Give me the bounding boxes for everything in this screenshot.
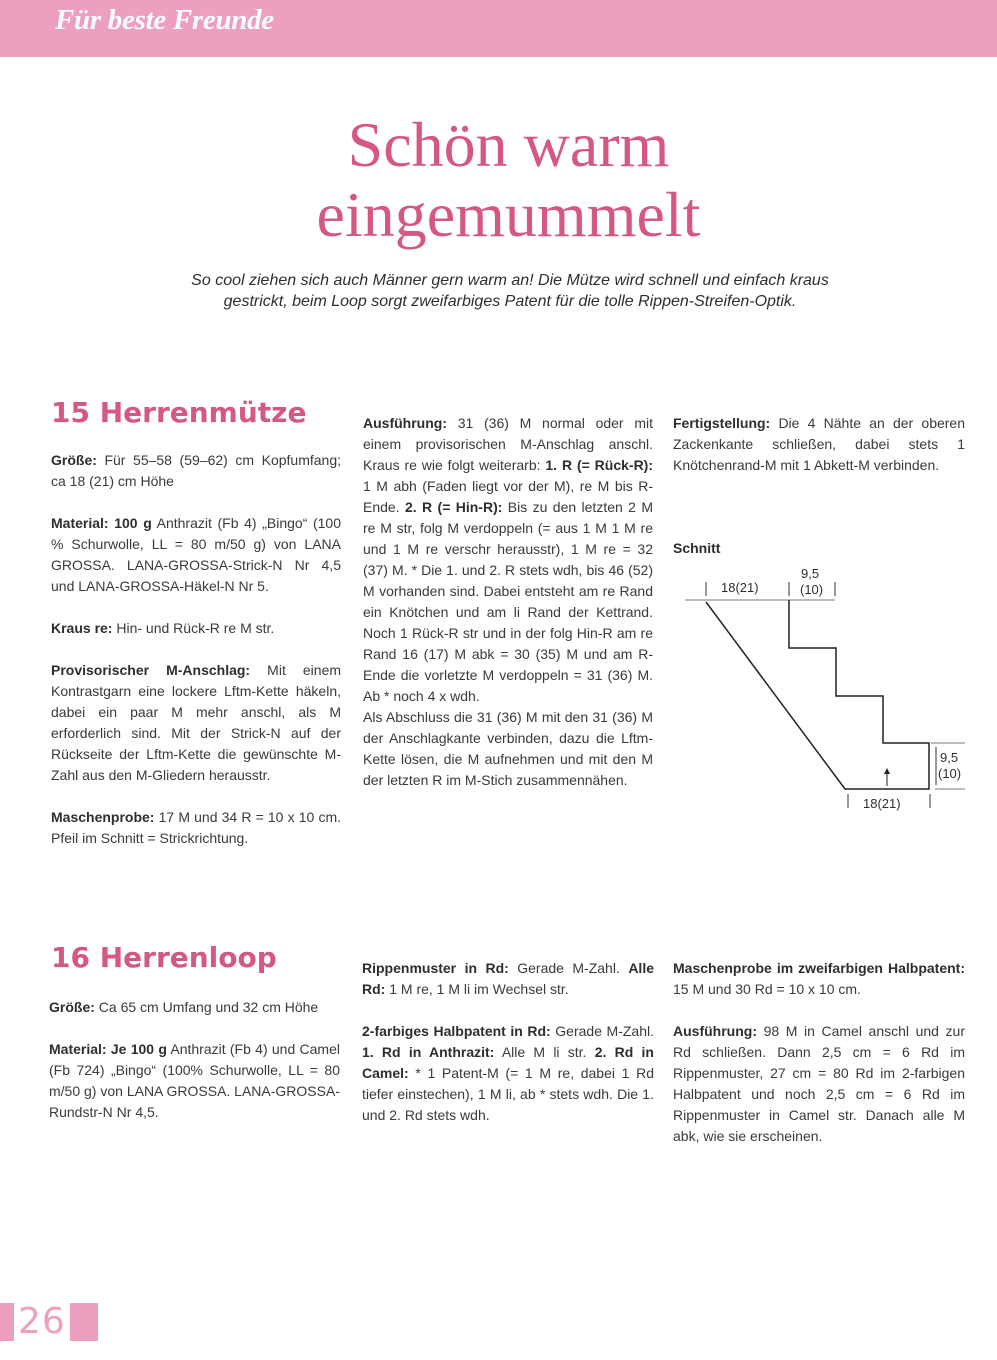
ausfuehrung-row-2: 2. R (= Hin-R): xyxy=(404,499,503,515)
title-line-2: eingemummelt xyxy=(316,179,701,250)
schnitt-diagram xyxy=(685,560,975,820)
section-16-column-3 xyxy=(673,958,965,1168)
knitting-direction-arrow-icon xyxy=(884,768,890,774)
groesse-label: Größe: xyxy=(51,452,97,468)
halbpatent-paragraph xyxy=(362,1021,654,1126)
halbpatent-row-2: 2. Rd in Camel: xyxy=(362,1044,654,1081)
schnitt-label: Schnitt xyxy=(673,540,721,556)
halbpatent-text-1: Gerade M-Zahl. xyxy=(555,1023,655,1039)
label-bottom-width: 18(21) xyxy=(863,796,901,811)
fertigstellung-paragraph xyxy=(673,413,965,476)
loop-maschenprobe-label: Maschenprobe im zweifarbigen Halbpatent: xyxy=(673,960,965,976)
header-banner xyxy=(0,0,997,57)
provisorisch-paragraph xyxy=(51,660,341,786)
page-number: 26 xyxy=(14,1303,70,1341)
loop-material-paragraph xyxy=(49,1039,340,1123)
halbpatent-text-3: * 1 Patent-M (= 1 M re, dabei 1 Rd tiefer einstechen), 1 M li, ab * stets wdh. Die 1. und 2. Rd stets wdh. xyxy=(362,1065,654,1123)
label-right-height-a: 9,5 xyxy=(940,750,959,765)
loop-ausfuehrung-text: 98 M in Camel anschl und zur Rd schließen. Dann 2,5 cm = 6 Rd im Rippenmuster, 27 cm = 80 Rd im 2-farbigen Halbpatent und noch 2,5 cm = 6 Rd im Rippenmuster in Camel str. Danach alle M abk, wie sie erscheinen. xyxy=(673,1023,965,1144)
halbpatent-row-1: 1. Rd in Anthrazit: xyxy=(362,1044,495,1060)
provisorisch-label: Provisorischer M-Anschlag: xyxy=(51,662,251,678)
ausfuehrung-text-1: 31 (36) M normal oder mit einem provisorischen M-Anschlag anschl. Kraus re wie folgt weiterarb: xyxy=(363,415,653,473)
section-15-column-3 xyxy=(673,413,965,497)
provisorisch-text: Mit einem Kontrastgarn eine lockere Lftm-Kette häkeln, dabei ein paar M mehr anschl, als M erforderlich sind. Mit der Strick-N auf der Rückseite der Lftm-Kette die gewünschte M-Zahl aus den M-Gliedern herausstr. xyxy=(51,662,342,783)
subtitle: So cool ziehen sich auch Männer gern warm an! Die Mütze wird schnell und einfach kraus gestrickt, beim Loop sorgt zweifarbiges Patent für die tolle Rippen-Streifen-Optik. xyxy=(191,272,829,310)
fertigstellung-text: Die 4 Nähte an der oberen Zackenkante schließen, dabei stets 1 Knötchenrand-M mit 1 Abkett-M verbinden. xyxy=(673,415,965,473)
halbpatent-label: 2-farbiges Halbpatent in Rd: xyxy=(362,1023,551,1039)
kraus-text: Hin- und Rück-R re M str. xyxy=(116,620,275,636)
halbpatent-text-2: Alle M li str. xyxy=(501,1044,587,1060)
section-15-column-2 xyxy=(363,413,653,812)
label-top-width: 18(21) xyxy=(721,580,759,595)
rippen-text-1: Gerade M-Zahl. xyxy=(517,960,620,976)
section-15-title: 15 Herrenmütze xyxy=(51,396,307,429)
loop-groesse-label: Größe: xyxy=(49,999,95,1015)
material-paragraph xyxy=(51,513,341,597)
rippen-label: Rippenmuster in Rd: xyxy=(362,960,509,976)
label-step-height-b: (10) xyxy=(800,582,824,597)
pattern-outline xyxy=(706,600,929,789)
loop-ausfuehrung-paragraph xyxy=(673,1021,965,1147)
loop-maschenprobe-paragraph xyxy=(673,958,965,1000)
maschenprobe-text: 17 M und 34 R = 10 x 10 cm. Pfeil im Schnitt = Strickrichtung. xyxy=(51,809,341,846)
loop-material-label: Material: Je 100 g xyxy=(49,1041,167,1057)
ausfuehrung-text-3: Bis zu den letzten 2 M re M str, folg M verdoppeln (= aus 1 M 1 M re und 1 M re verschr herausstr), 1 M re = 32 (37) M. * Die 1. und 2. R stets wdh, bis 46 (52) M vorhanden sind. Dabei entsteht am re Rand ein Knötchen und am li Rand der Kettrand. Noch 1 Rück-R str und in der folg Hin-R am re Rand 16 (17) M abk = 30 (35) M und am R-Ende die vorletzte M verdoppeln = 31 (36) M. Ab * noch 4 x wdh. xyxy=(363,499,653,704)
fertigstellung-label: Fertigstellung: xyxy=(673,415,771,431)
material-label: Material: 100 g xyxy=(51,515,152,531)
section-15-column-1 xyxy=(51,450,341,870)
maschenprobe-paragraph xyxy=(51,807,341,849)
rippen-paragraph xyxy=(362,958,654,1000)
section-16-column-1 xyxy=(49,997,340,1144)
label-right-height-b: (10) xyxy=(938,766,962,781)
page-number-badge xyxy=(0,1303,98,1341)
title-line-1: Schön warm xyxy=(347,109,670,180)
groesse-text: Für 55–58 (59–62) cm Kopfumfang; ca 18 (21) cm Höhe xyxy=(51,452,341,489)
maschenprobe-label: Maschenprobe: xyxy=(51,809,155,825)
material-text: Anthrazit (Fb 4) „Bingo“ (100 % Schurwolle, LL = 80 m/50 g) von LANA GROSSA. LANA-GROSSA-Strick-N Nr 4,5 und LANA-GROSSA-Häkel-N Nr 5. xyxy=(51,515,342,594)
loop-groesse-paragraph xyxy=(49,997,340,1018)
banner-title: Für beste Freunde xyxy=(55,4,274,36)
section-16-column-2 xyxy=(362,958,654,1147)
loop-maschenprobe-text: 15 M und 30 Rd = 10 x 10 cm. xyxy=(673,981,861,997)
ausfuehrung-row-1: 1. R (= Rück-R): xyxy=(545,457,653,473)
abschluss-paragraph: Als Abschluss die 31 (36) M mit den 31 (36) M der Anschlagkante verbinden, dazu die Lftm-Kette lösen, die M aufnehmen und mit den M der letzten R im M-Stich zusammennähen. xyxy=(363,709,653,788)
section-16-title: 16 Herrenloop xyxy=(51,941,277,974)
kraus-label: Kraus re: xyxy=(51,620,113,636)
ausfuehrung-label: Ausführung: xyxy=(363,415,447,431)
kraus-paragraph xyxy=(51,618,341,639)
rippen-text-2: 1 M re, 1 M li im Wechsel str. xyxy=(389,981,569,997)
page-title xyxy=(0,110,997,250)
groesse-paragraph xyxy=(51,450,341,492)
ausfuehrung-text-2: 1 M abh (Faden liegt vor der M), re M bis R-Ende. xyxy=(363,478,653,515)
loop-material-text: Anthrazit (Fb 4) und Camel (Fb 724) „Bingo“ (100% Schurwolle, LL = 80 m/50 g) von LANA GROSSA. LANA-GROSSA-Rundstr-N Nr 4,5. xyxy=(49,1041,340,1120)
ausfuehrung-paragraph xyxy=(363,413,653,707)
label-step-height-a: 9,5 xyxy=(801,566,820,581)
loop-groesse-text: Ca 65 cm Umfang und 32 cm Höhe xyxy=(98,999,319,1015)
loop-ausfuehrung-label: Ausführung: xyxy=(673,1023,757,1039)
rippen-all-rows: Alle Rd: xyxy=(362,960,654,997)
